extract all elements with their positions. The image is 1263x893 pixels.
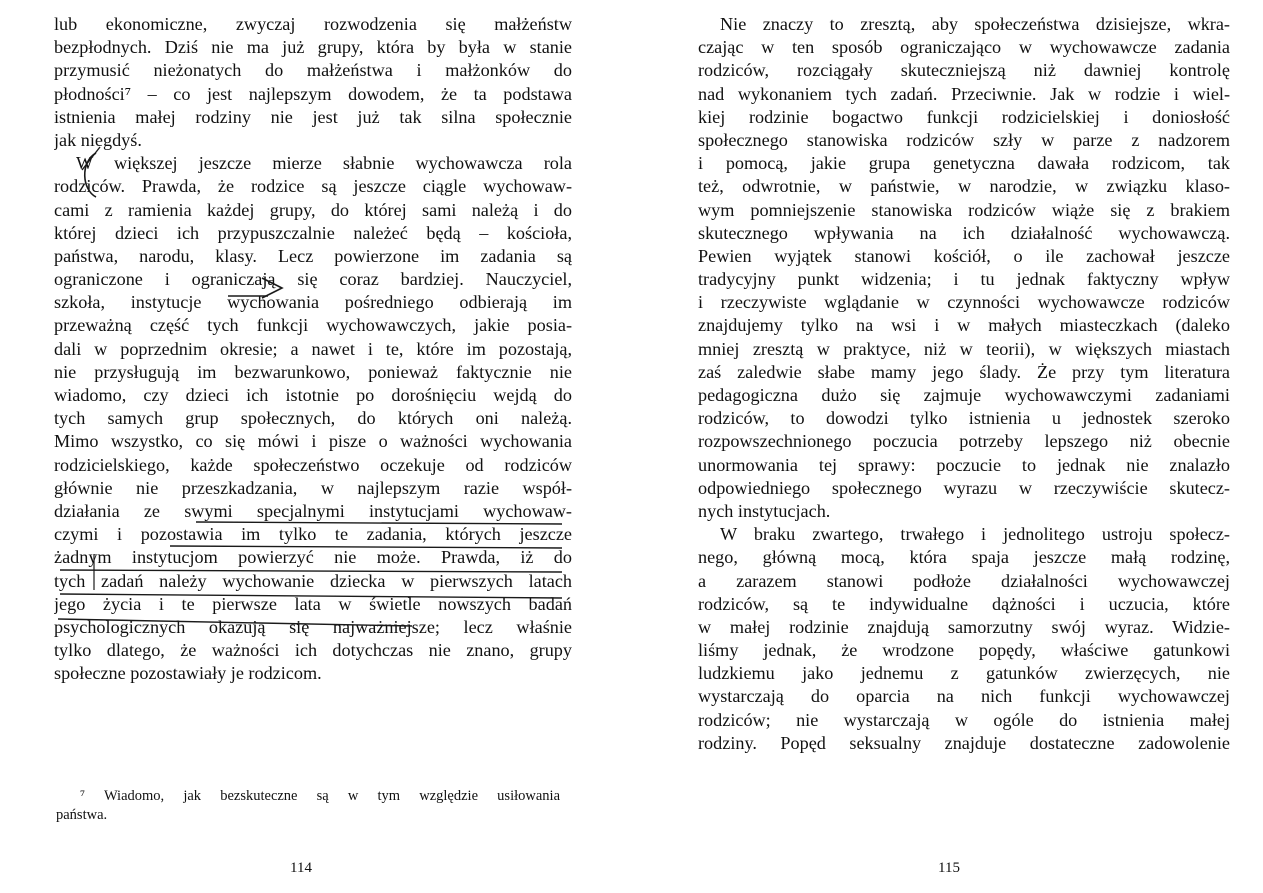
text-line: rodziców, rozciągały skuteczniejszą niż dawniej kontrolę — [698, 60, 1230, 81]
text-line: tylko dlatego, że ważności ich dotychczas nie znano, grupy — [54, 640, 572, 661]
text-line: wystarczają do oparcia na nich funkcji wychowawczej — [698, 686, 1230, 707]
text-line: głównie nie przeszkadzania, w najlepszym razie współ- — [54, 477, 572, 498]
text-line: społeczne pozostawiały je rodzicom. — [54, 663, 322, 684]
text-line: Mimo wszystko, co się mówi i pisze o ważności wychowania — [54, 431, 572, 452]
text-line: dali w poprzednim okresie; a nawet i te, które im pozostają, — [54, 338, 572, 359]
text-line: wiadomo, czy dzieci ich istotnie po dorośnięciu wejdą do — [54, 385, 572, 405]
text-line: państwa, narodu, klasy. Lecz powierzone im zadania są — [54, 245, 572, 266]
text-line: unormowania tej sprawy: poczucie to jednak nie znalazło — [698, 454, 1230, 475]
page-number: 114 — [290, 860, 312, 876]
text-line: Pewien wyjątek stanowi kościół, o ile zachował jeszcze — [698, 245, 1230, 266]
right-page — [632, 0, 1263, 893]
text-line: W braku zwartego, trwałego i jednolitego ustroju społecz- — [720, 524, 1230, 545]
page-number: 115 — [938, 860, 960, 876]
text-line: nie przysługują im bezwarunkowo, ponieważ faktycznie nie — [54, 361, 572, 382]
text-line: rodzicielskiego, każde społeczeństwo oczekuje od rodziców — [54, 454, 572, 475]
text-line: zaś zaledwie słabe mamy jego ślady. Że przy tym literatura — [698, 361, 1230, 382]
text-line: społecznego stanowiska rodziców szły w parze z nadzorem — [698, 129, 1230, 150]
text-line: przeważną część tych funkcji wychowawczych, jakie posia- — [54, 315, 572, 336]
text-line: mniej zresztą w praktyce, niż w teorii), w większych miastach — [698, 338, 1230, 359]
text-line: wym pomniejszenie stanowiska rodziców wiąże się z brakiem — [698, 199, 1230, 220]
text-line: kiej rodzinie bogactwo funkcji rodzicielskiej i doniosłość — [698, 106, 1230, 127]
text-line: i pomocą, jakie grupa genetyczna dawała rodzicom, tak — [698, 153, 1230, 174]
text-line: działania ze swymi specjalnymi instytucjami wychowaw- — [54, 500, 572, 521]
text-line: tradycyjny punkt widzenia; i tu jednak faktyczny wpływ — [698, 269, 1230, 290]
text-line: czymi i pozostawia im tylko te zadania, których jeszcze — [54, 524, 572, 545]
text-line: i rzeczywiste wglądanie w czynności wychowawcze rodziców — [698, 292, 1230, 313]
text-line: rodziców. Prawda, że rodzice są jeszcze ciągle wychowaw- — [54, 176, 572, 197]
text-line: cami z ramienia każdej grupy, do której sami należą i do — [54, 199, 572, 220]
text-line: nego, główną mocą, która spaja jeszcze małą rodzinę, — [698, 547, 1230, 568]
text-line: rodziców, są te indywidualne dążności i uczucia, które — [698, 593, 1230, 614]
text-line: tych samych grup społecznych, do których oni należą. — [54, 408, 572, 429]
text-line: odpowiedniego społecznego wyrazu w rzeczywiście skutecz- — [698, 477, 1230, 498]
right-page-text — [698, 13, 1230, 755]
footnote-line: ⁷ Wiadomo, jak bezskuteczne są w tym względzie usiłowania — [80, 788, 560, 804]
text-line: lub ekonomiczne, zwyczaj rozwodzenia się małżeństw — [54, 14, 572, 34]
text-line: W większej jeszcze mierze słabnie wychowawcza rola — [76, 153, 572, 174]
text-line: żadnym instytucjom powierzyć nie może. Prawda, iż do — [54, 547, 572, 568]
text-line: rodziców, to dowodzi tylko istnienia u jednostek szeroko — [698, 408, 1230, 429]
text-line: której dzieci ich przypuszczalnie należeć będą – kościoła, — [54, 222, 572, 243]
text-line: a zarazem stanowi podłoże działalności wychowawczej — [698, 570, 1230, 591]
text-line: rodziców; nie wystarczają w ogóle do istnienia małej — [698, 709, 1230, 730]
text-line: rozpowszechnionego poczucia potrzeby lepszego niż obecnie — [698, 431, 1230, 452]
text-line: szkoła, instytucje wychowania pośredniego odbierają im — [54, 292, 572, 313]
text-line: rodziny. Popęd seksualny znajduje dostateczne zadowolenie — [698, 732, 1230, 753]
text-line: bezpłodnych. Dziś nie ma już grupy, która by była w stanie — [54, 37, 572, 58]
text-line: jego życia i te pierwsze lata w świetle nowszych badań — [54, 593, 572, 614]
text-line: psychologicznych okazują się najważniejsze; lecz właśnie — [54, 616, 572, 637]
footnote-line: państwa. — [56, 807, 108, 823]
text-line: nad wykonaniem tych zadań. Przeciwnie. Jak w rodzie i wiel- — [698, 83, 1230, 104]
text-line: ludzkiemu jako jednemu z gatunków zwierzęcych, nie — [698, 663, 1230, 684]
text-line: znajdujemy tylko na wsi i w małych miasteczkach (daleko — [698, 315, 1230, 336]
text-line: też, odwrotnie, w państwie, w narodzie, w związku klaso- — [698, 176, 1230, 197]
text-line: liśmy jednak, że wrodzone popędy, właściwe gatunkowi — [698, 640, 1230, 661]
text-line: skutecznego wpływania na ich działalność wychowawczą. — [698, 222, 1230, 243]
text-line: przymusić nieżonatych do małżeństwa i małżonków do — [54, 60, 572, 81]
text-line: Nie znaczy to zresztą, aby społeczeństwa dzisiejsze, wkra- — [720, 14, 1230, 34]
text-line: nych instytucjach. — [698, 500, 831, 521]
text-line: płodności⁷ – co jest najlepszym dowodem, że ta podstawa — [54, 83, 572, 104]
text-line: jak niegdyś. — [54, 129, 142, 150]
text-line: w małej rodzinie znajdują samorzutny swój wyraz. Widzie- — [698, 616, 1230, 637]
text-line: pedagogiczna dużo się zajmuje wychowawczymi zadaniami — [698, 385, 1230, 405]
text-line: ograniczone i ograniczają się coraz bardziej. Nauczyciel, — [54, 269, 572, 290]
text-line: istnienia małej rodziny nie jest już tak silna społecznie — [54, 106, 572, 127]
left-page-text — [54, 13, 572, 685]
text-line: tych zadań należy wychowanie dziecka w pierwszych latach — [54, 570, 572, 591]
text-line: czając w ten sposób ograniczająco w wychowawcze zadania — [698, 37, 1230, 58]
footnote — [56, 787, 560, 825]
left-page — [0, 0, 631, 893]
